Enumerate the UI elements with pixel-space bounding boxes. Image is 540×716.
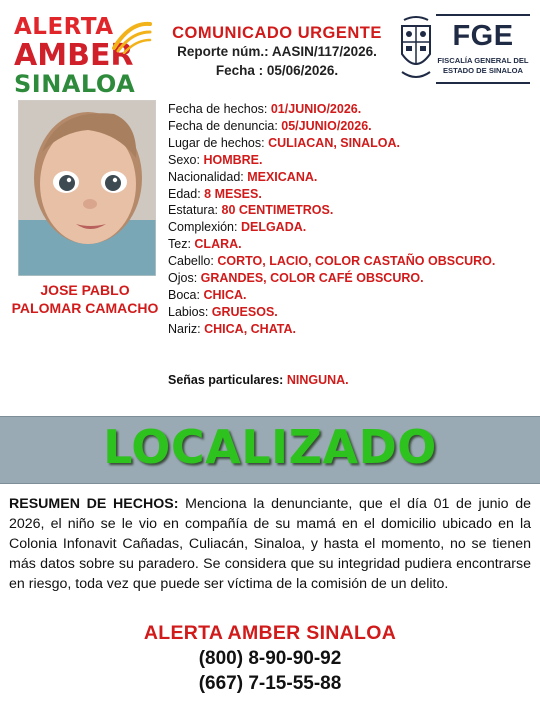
detail-value: CULIACAN, SINALOA.: [268, 135, 401, 150]
detail-value: CORTO, LACIO, COLOR CASTAÑO OBSCURO.: [217, 254, 496, 269]
child-portrait-image: [18, 100, 156, 276]
fge-title: FGE: [452, 20, 514, 52]
fge-subtitle-line1: FISCALÍA GENERAL DEL: [437, 56, 529, 65]
detail-value: MEXICANA.: [247, 169, 318, 184]
child-photo: [18, 100, 156, 276]
detail-row: [168, 102, 361, 116]
detail-row: [168, 153, 262, 167]
report-date: Fecha : 05/06/2026.: [215, 63, 339, 78]
summary-paragraph: [9, 494, 531, 594]
detail-row: [168, 187, 262, 201]
detail-value: CHICA, CHATA.: [204, 321, 297, 336]
child-name-line2: PALOMAR CAMACHO: [11, 300, 159, 316]
detail-row: [168, 136, 400, 150]
detail-value: 05/JUNIO/2026.: [281, 118, 372, 133]
detail-value: GRANDES, COLOR CAFÉ OBSCURO.: [200, 271, 424, 285]
status-banner-text: LOCALIZADO: [103, 420, 437, 474]
detail-label: Labios:: [168, 304, 212, 319]
detail-label: Edad:: [168, 186, 205, 201]
summary-label: RESUMEN DE HECHOS:: [9, 496, 179, 512]
detail-label: Lugar de hechos:: [168, 135, 269, 150]
detail-row: [168, 305, 278, 319]
detail-row: [168, 254, 495, 268]
sun-swoosh-icon: [112, 18, 152, 54]
logo-line-amber: AMBER: [14, 38, 134, 73]
detail-value: HOMBRE.: [203, 152, 263, 167]
logo-line-sinaloa: SINALOA: [14, 70, 136, 98]
child-name-line1: JOSE PABLO: [40, 282, 130, 298]
detail-label: Tez:: [168, 237, 195, 252]
detail-label: Fecha de hechos:: [168, 102, 271, 116]
alerta-amber-logo: [10, 12, 145, 98]
detail-row: [168, 288, 247, 302]
detail-row: [168, 271, 424, 285]
distinguishing-marks: [168, 373, 349, 387]
bulletin-title: COMUNICADO URGENTE: [172, 24, 382, 42]
detail-label: Boca:: [168, 287, 204, 302]
detail-row: [168, 322, 296, 336]
detail-value: 80 CENTIMETROS.: [221, 203, 334, 218]
state-seal-icon: [398, 14, 434, 84]
detail-row: [168, 203, 333, 217]
logo-line-alerta: ALERTA: [14, 14, 114, 40]
detail-value: 01/JUNIO/2026.: [270, 102, 362, 116]
detail-label: Sexo:: [168, 152, 204, 167]
distinguishing-marks-value: NINGUNA.: [286, 373, 349, 387]
detail-label: Ojos:: [168, 271, 201, 285]
footer-title: ALERTA AMBER SINALOA: [143, 622, 397, 644]
fge-subtitle-line2: ESTADO DE SINALOA: [442, 66, 524, 75]
detail-value: GRUESOS.: [211, 304, 278, 319]
summary-text: Menciona la denunciante, que el día 01 de junio de 2026, el niño se le vio en compañía de su mamá en el domicilio ubicado en la Colonia Infonavit Cañadas, Culiacán, Sinaloa, y hasta el momento, no se tienen más datos sobre su paradero. Se considera que su integridad pudiera encontrarse en riesgo, toda vez que puede ser víctima de la comisión de un delito.: [9, 496, 531, 592]
detail-value: CLARA.: [194, 237, 242, 252]
detail-row: [168, 220, 306, 234]
report-number: Reporte núm.: AASIN/117/2026.: [177, 44, 377, 59]
detail-value: CHICA.: [203, 287, 247, 302]
distinguishing-marks-label: Señas particulares:: [168, 373, 287, 387]
detail-label: Nariz:: [168, 321, 205, 336]
detail-label: Complexión:: [168, 220, 241, 235]
detail-value: DELGADA.: [240, 220, 307, 235]
detail-row: [168, 237, 242, 251]
footer-phone-1: (800) 8-90-90-92: [198, 648, 342, 669]
detail-label: Estatura:: [168, 203, 222, 218]
footer-phone-2: (667) 7-15-55-88: [198, 673, 342, 694]
detail-value: 8 MESES.: [204, 186, 262, 201]
detail-label: Cabello:: [168, 254, 218, 269]
detail-label: Fecha de denuncia:: [168, 118, 282, 133]
detail-row: [168, 170, 317, 184]
detail-row: [168, 119, 372, 133]
detail-label: Nacionalidad:: [168, 169, 248, 184]
